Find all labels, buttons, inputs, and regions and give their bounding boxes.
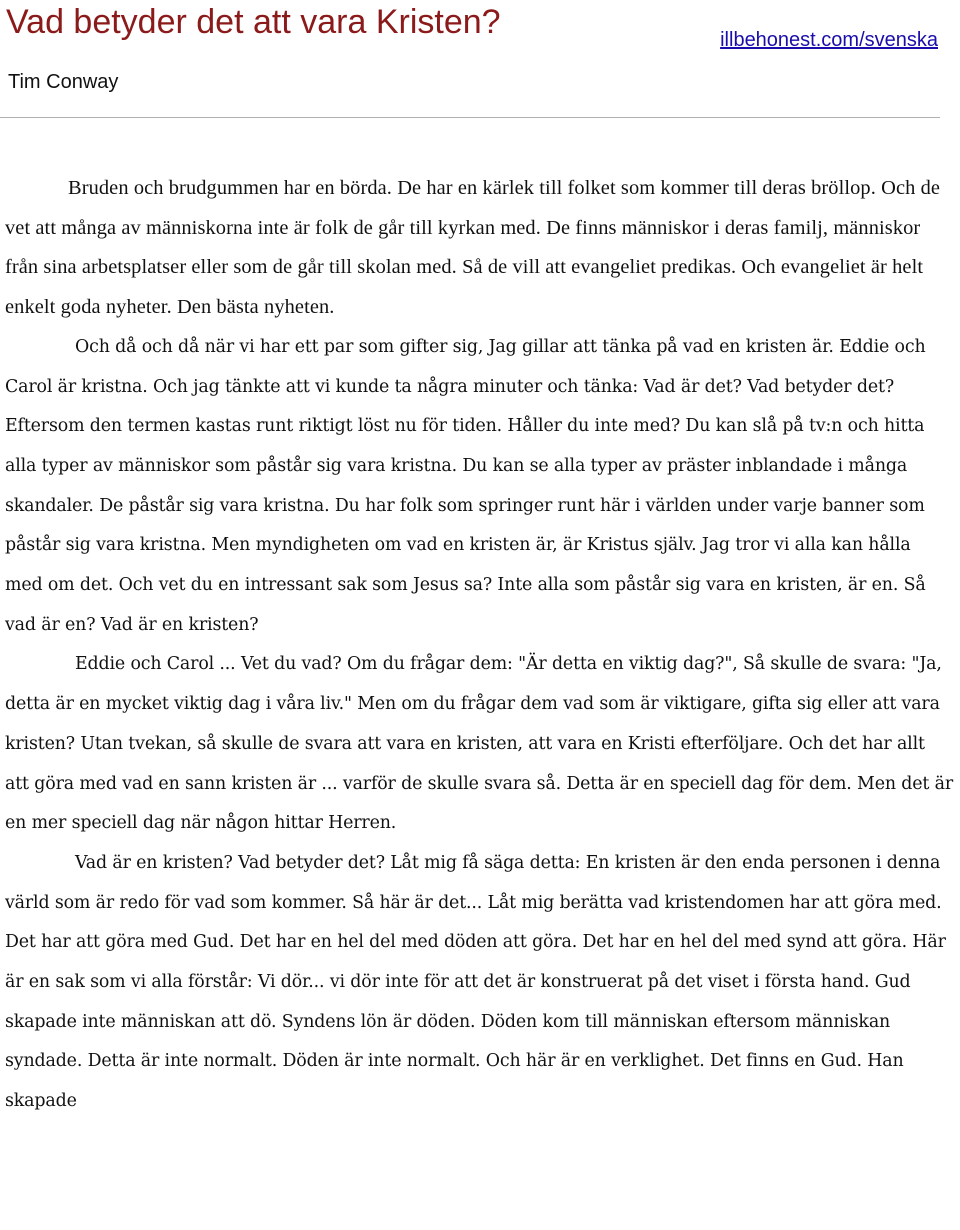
page-title: Vad betyder det att vara Kristen? bbox=[6, 3, 501, 41]
site-link[interactable]: illbehonest.com/svenska bbox=[720, 29, 938, 51]
paragraph-4: Vad är en kristen? Vad betyder det? Låt mig få säga detta: En kristen är den enda personen i denna värld som är redo för vad som kommer. Så här är det... Låt mig berätta vad kristendomen har att göra med. Det har att göra med Gud. Det har en hel del med döden att göra. Det har en hel del med synd att göra. Här är en sak som vi alla förstår: Vi dör... vi dör inte för att det är konstruerat på det viset i första hand. Gud skapade inte människan att dö. Syndens lön är döden. Döden kom till människan eftersom människan syndade. Detta är inte normalt. Döden är inte normalt. Och här är en verklighet. Det finns en Gud. Han skapade bbox=[5, 852, 946, 1112]
header-divider bbox=[0, 117, 940, 118]
paragraph-3: Eddie och Carol ... Vet du vad? Om du frågar dem: "Är detta en viktig dag?", Så skulle de svara: "Ja, detta är en mycket viktig dag i våra liv." Men om du frågar dem vad som är viktigare, gifta sig eller att vara kristen? Utan tvekan, så skulle de svara att vara en kristen, att vara en Kristi efterföljare. Och det har allt att göra med vad en sann kristen är ... varför de skulle svara så. Detta är en speciell dag för dem. Men det är en mer speciell dag när någon hittar Herren. bbox=[5, 654, 953, 834]
paragraph-2: Och då och då när vi har ett par som gifter sig, Jag gillar att tänka på vad en kristen är. Eddie och Carol är kristna. Och jag tänkte att vi kunde ta några minuter och tänka: Vad är det? Vad betyder det? Eftersom den termen kastas runt riktigt löst nu för tiden. Håller du inte med? Du kan slå på tv:n och hitta alla typer av människor som påstår sig vara kristna. Du kan se alla typer av präster inblandade i många skandaler. De påstår sig vara kristna. Du har folk som springer runt här i världen under varje banner som påstår sig vara kristna. Men myndigheten om vad en kristen är, är Kristus själv. Jag tror vi alla kan hålla med om det. Och vet du en intressant sak som Jesus sa? Inte alla som påstår sig vara en kristen, är en. Så vad är en? Vad är en kristen? bbox=[5, 336, 926, 635]
author-name: Tim Conway bbox=[8, 71, 119, 93]
article-body bbox=[5, 169, 953, 1122]
paragraph-1: Bruden och brudgummen har en börda. De har en kärlek till folket som kommer till deras bröllop. Och de vet att många av människorna inte är folk de går till kyrkan med. De finns människor i deras familj, människor från sina arbetsplatser eller som de går till skolan med. Så de vill att evangeliet predikas. Och evangeliet är helt enkelt goda nyheter. Den bästa nyheten. bbox=[5, 177, 941, 319]
